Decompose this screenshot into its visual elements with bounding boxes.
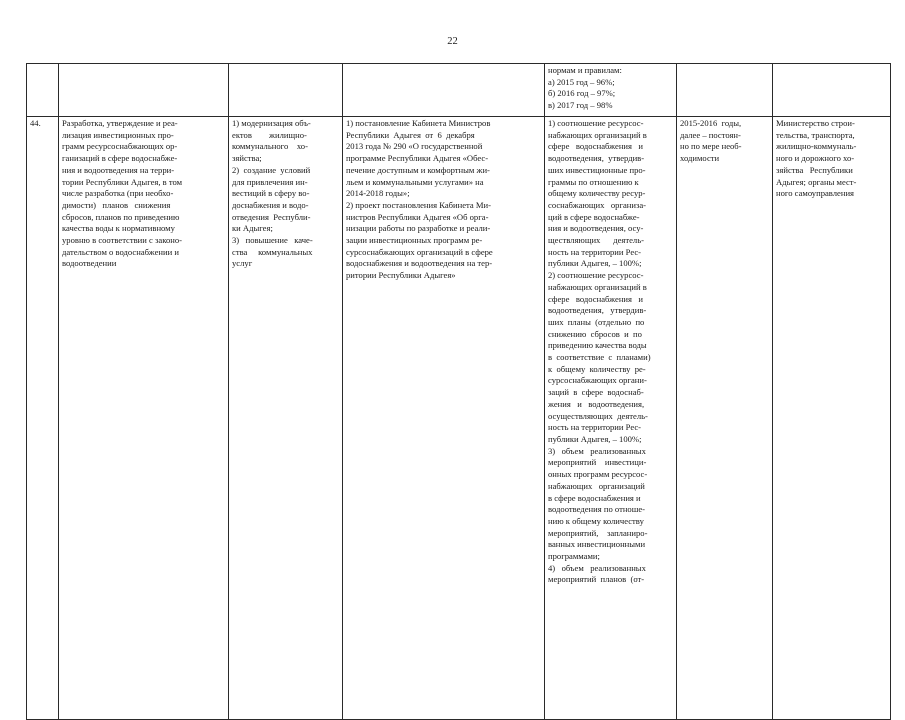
measures-table [26,63,891,720]
deadline-cell [677,64,773,117]
goals-cell [229,64,343,117]
goals-text: 1) модернизация объ- ектов жилищно- коммунального хо- зяйства; 2) создание условий для привлечения ин- вестиций в сферу во- доснабжения и водо- отведения Республи- ки Адыгея; 3) повышение каче- ства коммунальных услуг [232,118,313,269]
continuation-targets-text: нормам и правилам: а) 2015 год – 96%; б) 2016 год – 97%; в) 2017 год – 98% [548,65,622,111]
table-row-44 [27,117,891,720]
legal-acts-text: 1) постановление Кабинета Министров Республики Адыгея от 6 декабря 2013 года № 290 «О государственной программе Республики Адыгея «Обес- печение доступным и комфортным жи- льем и коммунальными услугами» на 2014-2018 годы»; 2) проект постановления Кабинета Ми- нистров Республики Адыгея «Об орга- низации работы по разработке и реали- зации инвестиционных программ ре- сурсоснабжающих организаций в сфере водоснабжения и водоотведения на тер- ритории Республики Адыгея» [346,118,493,281]
event-text: Разработка, утверждение и реа- лизация инвестиционных про- грамм ресурсоснабжающих ор- ганизаций в сфере водоснабже- ния и водоотведения на терри- тории Республики Адыгея, в том числе разработка (при необхо- димости) планов снижения сбросов, планов по приведению качества воды к нормативному уровню в соответствии с законо- дательством о водоснабжении и водоотведении [62,118,183,269]
page-number: 22 [447,36,458,47]
goals-cell [229,117,343,720]
row-number-cell [27,117,59,720]
row-number: 44. [30,118,41,128]
indicators-text: 1) соотношение ресурсос- набжающих организаций в сфере водоснабжения и водоотведения, утвердив- ших инвестиционные про- граммы по отношению к общему количеству ресур- соснабжающих организа- ций в сфере водоснабже- ния и водоотведения, осу- ществляющих деятель- ность на территории Рес- публики Адыгея, – 100%; 2) соотношение ресурсос- набжающих организаций в сфере водоснабжения и водоотведения, утвердив- ших планы (отдельно по снижению сбросов и по приведению качества воды в соответствие с планами) к общему количеству ре- сурсоснабжающих органи- заций в сфере водоснаб- жения и водоотведения, осуществляющих деятель- ность на территории Рес- публики Адыгея, – 100%; 3) объем реализованных мероприятий инвестици- онных программ ресурсос- набжающих организаций в сфере водоснабжения и водоотведения по отноше- нию к общему количеству мероприятий, запланиро- ванных инвестиционными программами; 4) объем реализованных мероприятий планов (от- [548,118,651,585]
legal-acts-cell [343,64,545,117]
number-cell [27,64,59,117]
indicators-cell [545,117,677,720]
executors-cell [773,117,891,720]
indicators-cell [545,64,677,117]
deadline-text: 2015-2016 годы, далее – постоян- но по мере необ- ходимости [680,118,742,164]
legal-acts-cell [343,117,545,720]
event-cell [59,64,229,117]
executors-text: Министерство строи- тельства, транспорта, жилищно-коммуналь- ного и дорожного хо- зяйства Республики Адыгея; органы мест- ного самоуправления [776,118,857,199]
continuation-row [27,64,891,117]
event-cell [59,117,229,720]
executors-cell [773,64,891,117]
deadline-cell [677,117,773,720]
